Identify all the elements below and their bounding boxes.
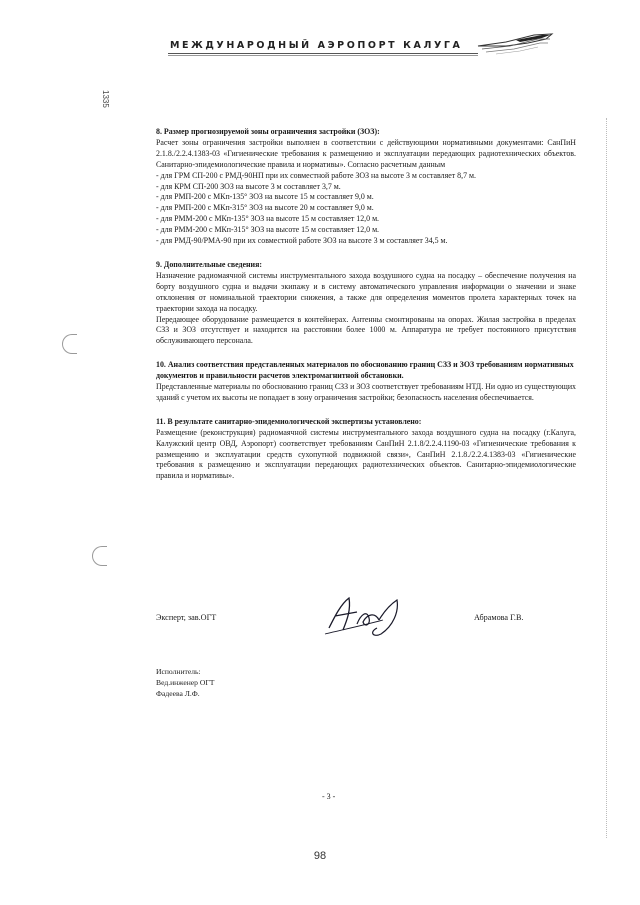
- section-gap: [156, 247, 576, 260]
- executor-block: [156, 666, 214, 699]
- header-rule-secondary: [168, 55, 478, 56]
- section-10-title: 10. Анализ соответствия представленных материалов по обоснованию границ СЗЗ и ЗОЗ требованиям нормативных документов и правильности расчетов электромагнитной обстановки.: [156, 360, 574, 381]
- signatory-role: Эксперт, зав.ОГТ: [156, 613, 217, 622]
- handwritten-signature-icon: [321, 590, 413, 640]
- section-9-title: 9. Дополнительные сведения:: [156, 259, 262, 269]
- list-item: - для РМП-200 с МКп-135° ЗОЗ на высоте 15 м составляет 9,0 м.: [156, 192, 374, 202]
- footer-sheet-number: 98: [313, 850, 327, 862]
- signatory-name: Абрамова Г.В.: [474, 613, 524, 622]
- header-title: МЕЖДУНАРОДНЫЙ АЭРОПОРТ КАЛУГА: [170, 40, 463, 51]
- scan-edge-line: [606, 118, 607, 838]
- signature-row: [156, 604, 576, 644]
- list-item: - для РММ-200 с МКп-135° ЗОЗ на высоте 15 м составляет 12,0 м.: [156, 214, 380, 224]
- punch-hole-mark: [92, 546, 107, 566]
- punch-hole-mark: [62, 334, 77, 354]
- side-stamp: 1335: [101, 90, 110, 108]
- section-9-paragraph: Назначение радиомаячной системы инструментального захода воздушного судна на посадку – обеспечение получения на борту воздушного судна и выдачи экипажу и в систему автоматического управления информации о значении и знаке отклонения от номинальной траектории снижения, а также для определения моментов пролета характерных точек на траектории захода на посадку.: [156, 270, 576, 313]
- list-item: - для ГРМ СП-200 с РМД-90НП при их совместной работе ЗОЗ на высоте 3 м составляет 8,7 м.: [156, 170, 476, 180]
- section-8-paragraph: Расчет зоны ограничения застройки выполнен в соответствии с действующими нормативными документами: СанПиН 2.1.8./2.2.4.1383-03 «Гигиенические требования к размещению и эксплуатации передающих радиотехнических объектов. Санитарно-эпидемиологические правила и нормативы». Согласно расчетным данным: [156, 137, 576, 169]
- executor-position: Вед.инженер ОГТ: [156, 678, 215, 687]
- executor-label: Исполнитель:: [156, 667, 201, 676]
- document-body: [156, 127, 576, 482]
- section-8-title: 8. Размер прогнозируемой зоны ограничения застройки (ЗОЗ):: [156, 127, 380, 136]
- section-11-paragraph: Размещение (реконструкция) радиомаячной системы инструментального захода воздушного судна на посадку (г.Калуга, Калужский центр ОВД, Аэропорт) соответствует требованиям СанПиН 2.1.8/2.2.4.1190-03 «Гигиенические требования к размещению и эксплуатации средств сухопутной подвижной связи», СанПиН 2.1.8./2.2.4.1383-03 «Гигиенические требования к размещению и эксплуатации передающих радиотехнических объектов. Санитарно-эпидемиологические правила и нормативы».: [156, 427, 576, 481]
- section-10-paragraph: Представленные материалы по обоснованию границ СЗЗ и ЗОЗ соответствует требованиям НТД. Ни одно из существующих зданий с учетом их высоты не попадает в зону ограничения застройки; безопасность населения обеспечивается.: [156, 382, 576, 402]
- section-9-paragraph: Передающее оборудование размещается в контейнерах. Антенны смонтированы на опорах. Жилая застройка в пределах СЗЗ и ЗОЗ отсутствует и находится на расстоянии более 1000 м. Аппаратура не требует постоянного присутствия обслуживающего персонала.: [156, 314, 576, 346]
- list-item: - для РМП-200 с МКп-315° ЗОЗ на высоте 20 м составляет 9,0 м.: [156, 203, 374, 213]
- section-gap: [156, 347, 576, 360]
- page-number: - 3 -: [322, 792, 336, 801]
- executor-name: Фадеева Л.Ф.: [156, 689, 200, 698]
- airport-logo-icon: [476, 31, 554, 57]
- section-11-title: 11. В результате санитарно-эпидемиологической экспертизы установлено:: [156, 416, 422, 426]
- list-item: - для РМД-90/РМА-90 при их совместной работе ЗОЗ на высоте 3 м составляет 34,5 м.: [156, 236, 448, 246]
- list-item: - для РММ-200 с МКп-315° ЗОЗ на высоте 15 м составляет 12,0 м.: [156, 225, 380, 235]
- section-gap: [156, 404, 576, 417]
- header-rule: [168, 53, 478, 54]
- list-item: - для КРМ СП-200 ЗОЗ на высоте 3 м составляет 3,7 м.: [156, 181, 341, 191]
